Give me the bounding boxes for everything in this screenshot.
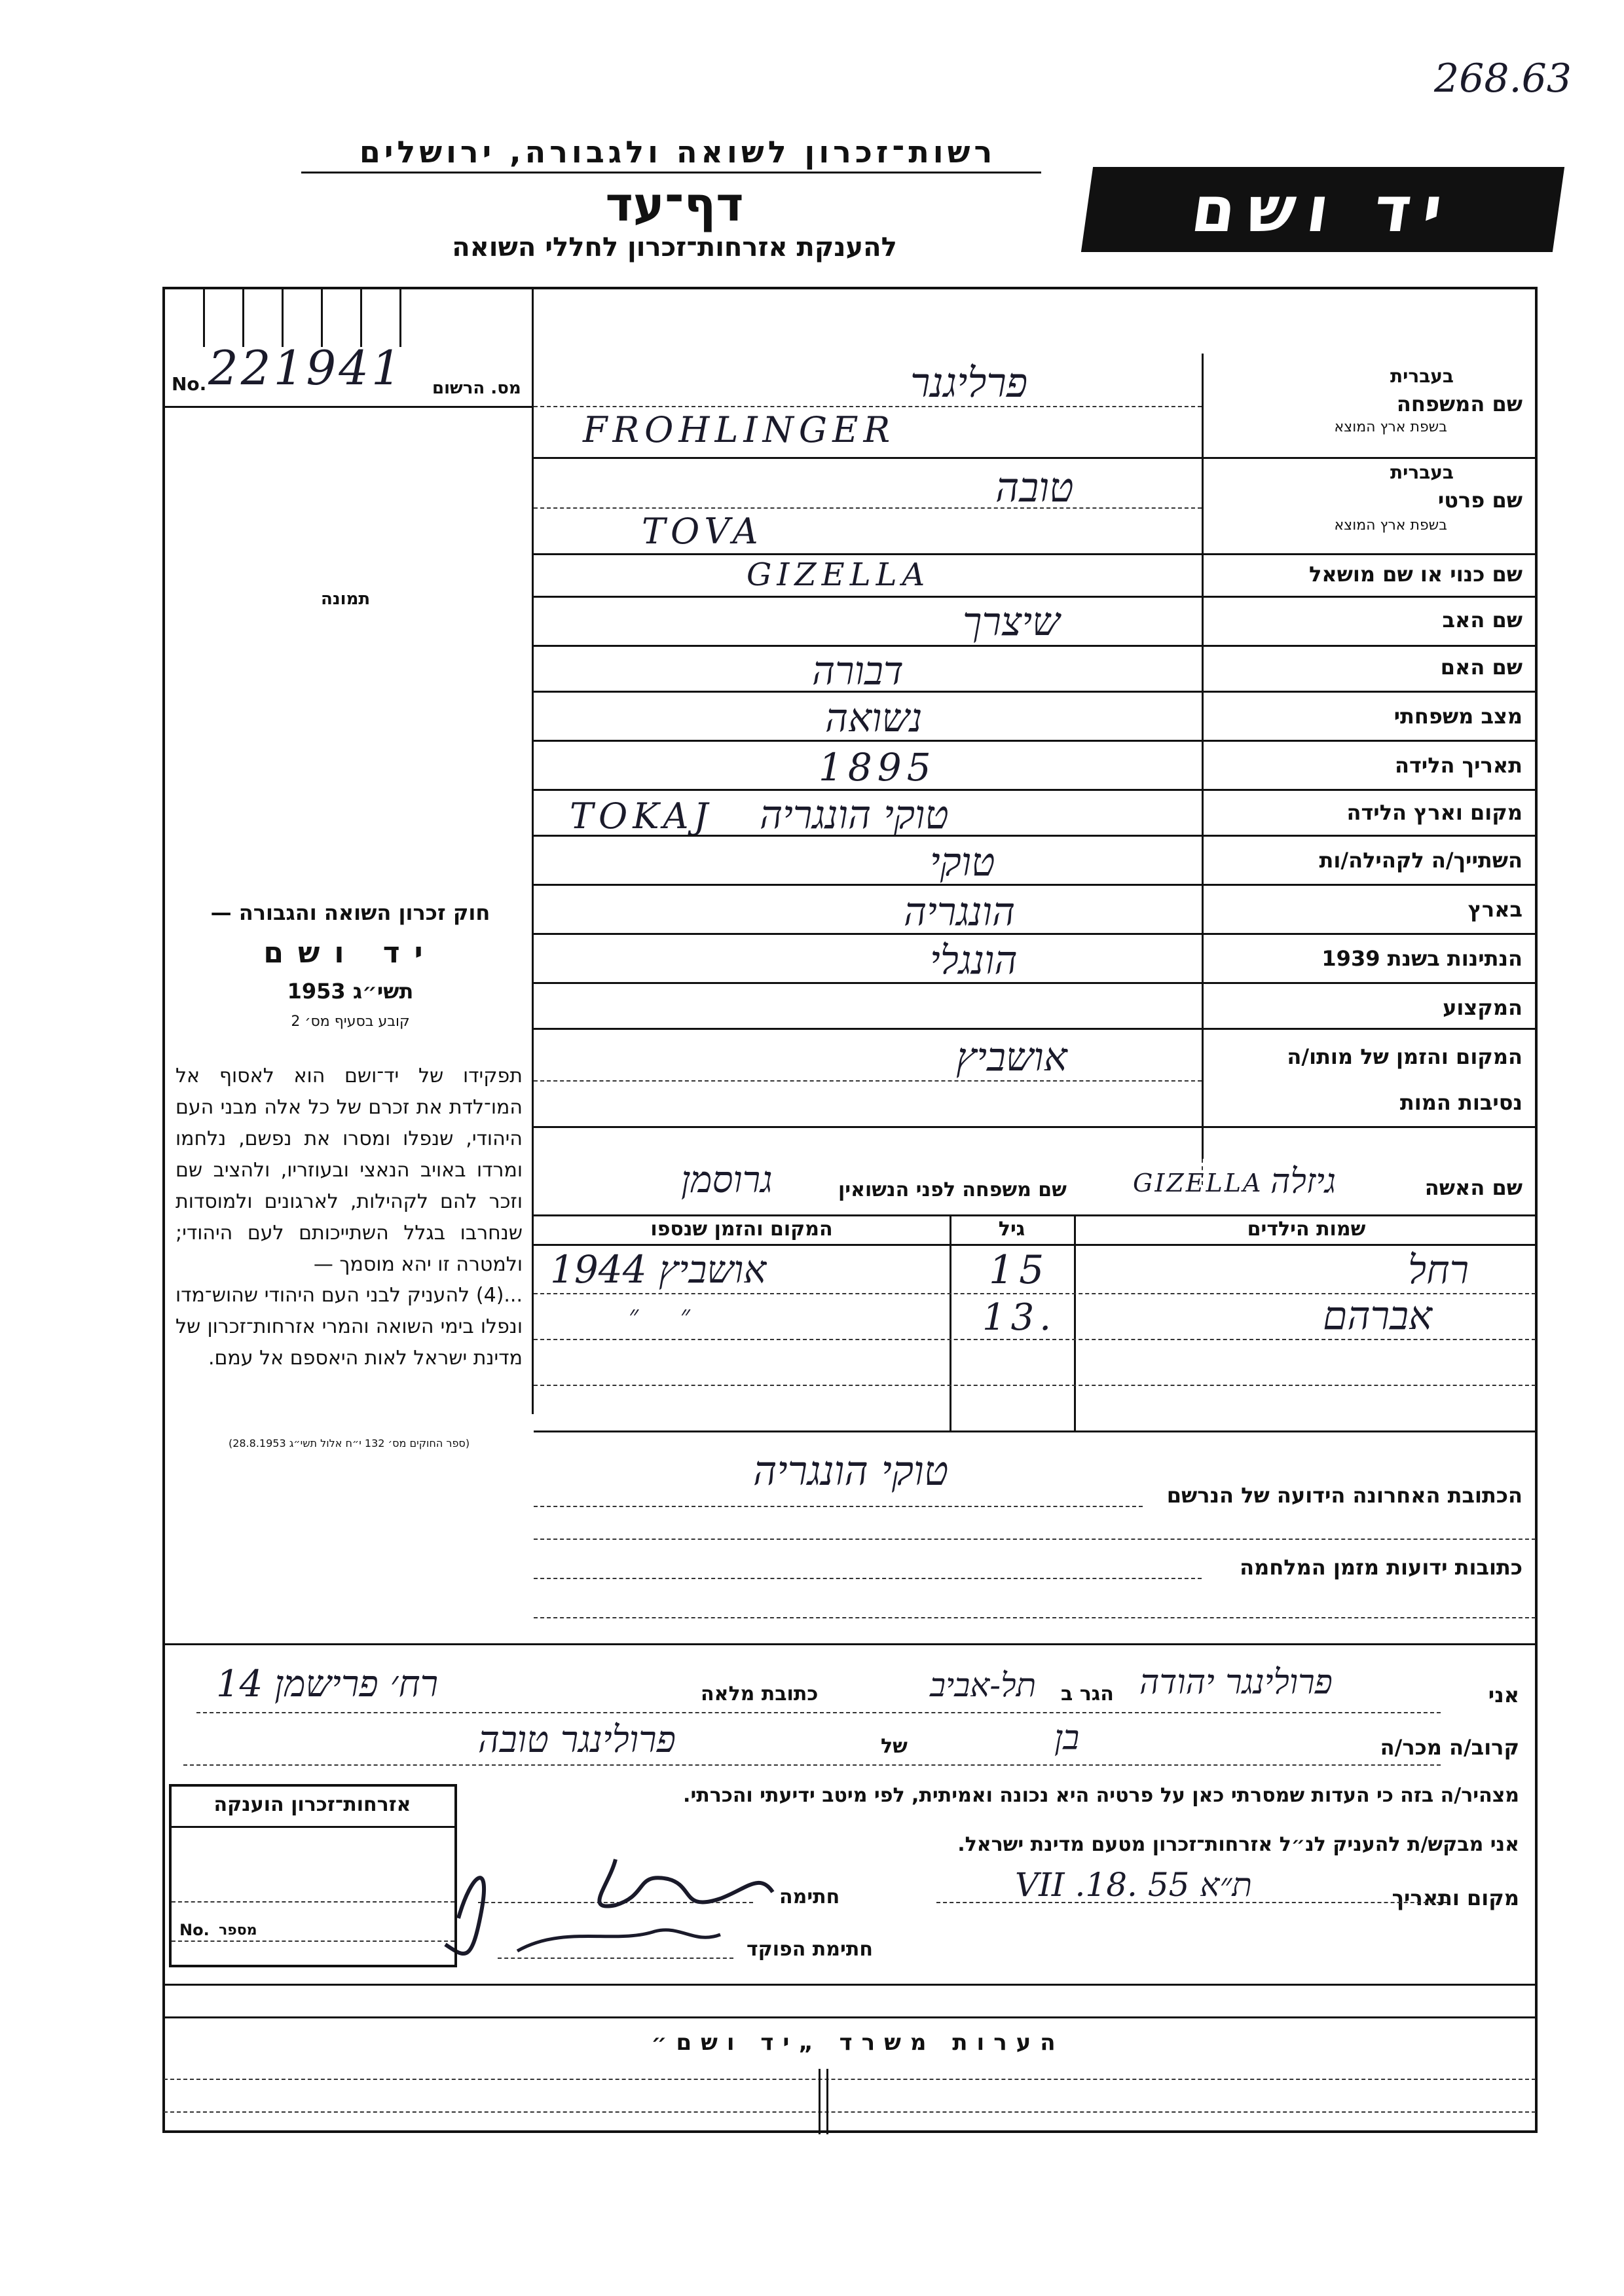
family-name-hebrew-value: פרליגנר xyxy=(910,359,1028,407)
spouse-label: שם האשה xyxy=(1424,1175,1522,1200)
registration-number: 221941 xyxy=(208,340,404,395)
signature-label: חתימה xyxy=(779,1886,840,1908)
declarant-address: רח׳ פרישמן 14 xyxy=(216,1663,439,1705)
declarant-name: פרולינגר יהודה xyxy=(1139,1663,1333,1702)
birth-place-label: מקום וארץ הלידה xyxy=(1346,800,1522,825)
first-name-sub-hebrew: בעברית xyxy=(1390,462,1454,483)
mother-label: שם האם xyxy=(1440,655,1522,680)
family-name-native-value: FROHLINGER xyxy=(583,409,896,450)
citizenship-granted-box xyxy=(169,1784,457,1967)
declarant-city: תל-אביב xyxy=(930,1666,1037,1704)
law-clause: קובע בסעיף מס׳ 2 xyxy=(291,1013,410,1030)
place-date-value: ת״א 55 .VII .18 xyxy=(1015,1866,1252,1904)
country-value: הונגריה xyxy=(904,889,1016,935)
death-place-label: המקום והזמן של מותו/ה xyxy=(1287,1044,1522,1069)
archive-number: 268.63 xyxy=(1434,56,1572,101)
death-place-value: אושביץ xyxy=(956,1034,1067,1080)
declarant-resident-label: הגר ב xyxy=(1061,1683,1114,1705)
child-name-1: רחל xyxy=(1408,1247,1469,1293)
citizenship-1939-value: הונגלי xyxy=(930,938,1018,983)
page-subtitle: להענקת אזרחות־זכרון לחללי השואה xyxy=(452,232,897,263)
citizenship-box-title: אזרחות־זכרון הוענקה xyxy=(213,1793,411,1816)
registration-no-label: No. xyxy=(172,373,207,395)
relation-value: בן xyxy=(1054,1719,1080,1758)
birth-date-label: תאריך הלידה xyxy=(1394,753,1522,778)
authority-title: רשות־זכרון לשואה ולגבורה, ירושלים xyxy=(359,134,997,170)
law-paragraph-1: תפקידו של יד־ושם הוא לאסוף אל המו־לדת את זכרם של כל אלה מבני העם היהודי, שנפלו ומסרו את נפשם, נלחמו ומרדו באויב הנאצי ובעוזריו, ולהציב שם וזכר להם לקהילות, לארגונים ולמוסדות שנחרבו בגלל השתייכותם לעם היהודי; ולמטרה זו יהא מוסמך — xyxy=(175,1065,523,1276)
photo-label: תמונה xyxy=(321,589,371,609)
last-address-label: הכתובת האחרונה הידועה של הנרשם xyxy=(1166,1483,1522,1508)
authority-underline xyxy=(301,172,1041,173)
relation-label: קרוב/ה מכר/ה xyxy=(1380,1735,1519,1760)
declarant-address-label: כתובת מלאה xyxy=(701,1683,819,1705)
birth-place-latin-value: TOKAJ xyxy=(570,795,714,837)
last-address-value: טוקי הונגריה xyxy=(753,1447,949,1495)
birth-date-value: 1895 xyxy=(819,745,936,790)
first-name-hebrew-value: טובה xyxy=(995,464,1074,511)
nickname-label: שם כנוי או שם מושאל xyxy=(1308,562,1522,587)
law-title: חוק זכרון השואה והגבורה — xyxy=(210,900,490,925)
child-name-2: אברהם xyxy=(1323,1293,1432,1339)
first-name-sub-native: בשפת ארץ המוצא xyxy=(1334,517,1447,534)
request-text: אני מבקש/ת להעניק לנ״ל אזרחות־זכרון מטעם מדינת ישראל. xyxy=(957,1833,1519,1856)
logo-text: יד ושם xyxy=(1187,173,1459,246)
place-date-label: מקום ותאריך xyxy=(1392,1886,1519,1910)
marital-label: מצב משפחתי xyxy=(1393,704,1522,729)
children-names-header: שמות הילדים xyxy=(1247,1218,1366,1241)
officer-signature-label: חתימת הפוקד xyxy=(747,1938,873,1961)
profession-label: המקצוע xyxy=(1443,995,1522,1020)
child-age-2: 13. xyxy=(982,1296,1057,1339)
family-name-sub-hebrew: בעברית xyxy=(1390,365,1454,387)
yad-vashem-logo xyxy=(1081,167,1564,252)
country-label: בארץ xyxy=(1467,897,1522,922)
spouse-given-hebrew: גיזלה xyxy=(1270,1162,1337,1201)
of-name: פרולינגר טובה xyxy=(478,1719,676,1761)
first-name-label: שם פרטי xyxy=(1437,488,1522,513)
father-value: שיצרך xyxy=(963,599,1060,645)
page-title: דף־עד xyxy=(605,177,744,232)
nickname-value: GIZELLA xyxy=(747,556,931,593)
field-label-divider xyxy=(1202,354,1204,1159)
spouse-maiden-value: גרוסמן xyxy=(681,1159,773,1201)
spouse-given-value: GIZELLA xyxy=(1133,1169,1263,1197)
war-address-label: כתובות ידועות מזמן המלחמה xyxy=(1240,1555,1522,1580)
father-label: שם האב xyxy=(1442,608,1522,632)
marital-value: נשואה xyxy=(825,695,923,741)
community-label: השתייך/ה לקהילה/ות xyxy=(1319,848,1522,873)
law-name: יד ושם xyxy=(263,936,437,970)
declaration-text: מצהיר/ה בזה כי העדות שמסרתי כאן על פרטיה היא נכונה ואמיתית, לפי מיטב ידיעתי והכרתי. xyxy=(683,1784,1519,1807)
family-name-sub-native: בשפת ארץ המוצא xyxy=(1334,419,1447,435)
birth-place-value: טוקי הונגריה xyxy=(760,792,949,838)
children-place-header: המקום והזמן שנספו xyxy=(650,1218,833,1241)
family-name-label: שם המשפחה xyxy=(1396,392,1522,416)
child-place-2: ״ ״ xyxy=(629,1300,690,1330)
law-paragraph-2: ...(4) להעניק לבני העם היהודי שהוש־מדו ונפלו בימי השואה והמרי אזרחות־זכרון של מדינת ישראל לאות היאספם אל עמם. xyxy=(175,1284,523,1370)
citizenship-box-number-label: מספר xyxy=(219,1922,257,1939)
declarant-ani-label: אני xyxy=(1488,1683,1519,1707)
first-name-native-value: TOVA xyxy=(642,511,764,552)
registration-label: מס. הרשום xyxy=(432,378,521,398)
child-place-1: אושביץ 1944 xyxy=(550,1247,767,1292)
child-age-1: 15 xyxy=(989,1247,1050,1293)
spouse-maiden-label: שם משפחה לפני הנשואין xyxy=(838,1178,1067,1201)
mother-value: דבורה xyxy=(812,648,904,694)
of-label: של xyxy=(881,1735,908,1758)
law-citation: (ספר החוקים מס׳ 132 י״ח אלול תשי״ג 28.8.1953) xyxy=(228,1437,470,1449)
citizenship-1939-label: הנתינות בשנת 1939 xyxy=(1321,946,1522,971)
office-notes-label: הערות משרד „יד ושם״ xyxy=(651,2030,1065,2056)
law-year: תשי״ג 1953 xyxy=(287,979,414,1004)
children-age-header: גיל xyxy=(998,1218,1025,1241)
death-circumstances-label: נסיבות המות xyxy=(1399,1090,1522,1115)
community-value: טוקי xyxy=(930,839,995,885)
citizenship-box-no-label: No. xyxy=(179,1921,210,1939)
